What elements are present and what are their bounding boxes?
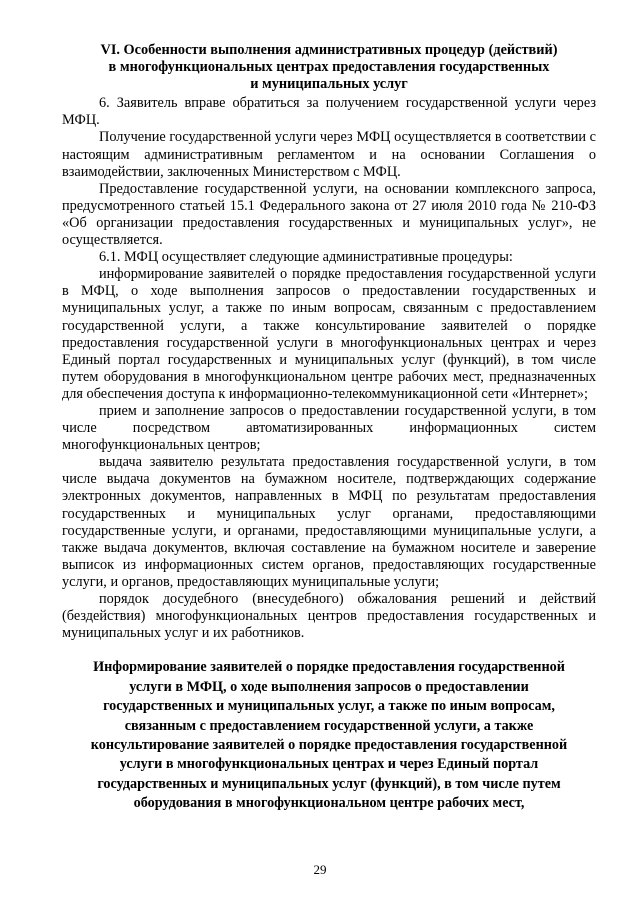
subsection-heading-line: консультирование заявителей о порядке предоставления государственной <box>90 736 568 753</box>
section-heading-line: и муниципальных услуг <box>250 76 408 93</box>
subsection-heading-line: Информирование заявителей о порядке предоставления государственной <box>93 659 565 676</box>
paragraph: Получение государственной услуги через МФЦ осуществляется в соответствии с настоящим административным регламентом и на основании Соглашения о взаимодействии, заключенных Министерством с МФЦ. <box>62 129 596 180</box>
paragraph: прием и заполнение запросов о предоставлении государственной услуги, в том числе посредством автоматизированных информационных систем многофункциональных центров; <box>62 402 596 454</box>
paragraph: 6. Заявитель вправе обратиться за получением государственной услуги через МФЦ. <box>62 95 596 129</box>
subsection-heading-line: государственных и муниципальных услуг, а также по иным вопросам, <box>103 698 555 715</box>
paragraph: выдача заявителю результата предоставления государственной услуги, в том числе выдача документов на бумажном носителе, подтверждающих содержание электронных документов, направленных в МФЦ по результатам предоставления государственных и муниципальных услуг органами, предоставляющими государственные услуги, и органами, предоставляющими муниципальные услуги, а также выдача документов, включая составление на бумажном носителе и заверение выписок из информационных систем органов, предоставляющих государственные услуги, и органов, предоставляющих муниципальные услуги; <box>62 454 596 590</box>
subsection-heading-line: услуги в МФЦ, о ходе выполнения запросов о предоставлении <box>129 678 529 695</box>
section-heading <box>62 42 596 93</box>
paragraph: 6.1. МФЦ осуществляет следующие административные процедуры: <box>99 249 513 266</box>
paragraph: порядок досудебного (внесудебного) обжалования решений и действий (бездействия) многофункциональных центров предоставления государственных и муниципальных услуг и их работников. <box>62 591 596 642</box>
body-text <box>62 95 596 642</box>
page-number: 29 <box>313 862 327 877</box>
subsection-heading-line: связанным с предоставлением государственной услуги, а также <box>124 717 534 734</box>
subsection-heading-line: государственных и муниципальных услуг (функций), в том числе путем <box>97 775 561 792</box>
subsection-heading-line: оборудования в многофункциональном центре рабочих мест, <box>133 795 525 812</box>
subsection-heading-line: услуги в многофункциональных центрах и через Единый портал <box>119 756 539 773</box>
section-heading-line: в многофункциональных центрах предоставления государственных <box>108 59 550 76</box>
paragraph: информирование заявителей о порядке предоставления государственной услуги в МФЦ, о ходе выполнения запросов о предоставлении государственных и муниципальных услуг, а также по иным вопросам, связанным с предоставлением государственной услуги, а также консультирование заявителей о порядке предоставления государственной услуги в многофункциональных центрах и через Единый портал государственных и муниципальных услуг (функций), в том числе путем оборудования в многофункциональном центре рабочих мест, предназначенных для обеспечения доступа к информационно-телекоммуникационной сети «Интернет»; <box>62 266 596 402</box>
section-heading-line: VI. Особенности выполнения административных процедур (действий) <box>100 42 558 58</box>
paragraph: Предоставление государственной услуги, на основании комплексного запроса, предусмотренного статьей 15.1 Федерального закона от 27 июля 2010 года № 210-ФЗ «Об организации предоставления государственных и муниципальных услуг», не осуществляется. <box>62 180 596 249</box>
subsection-heading <box>62 658 596 813</box>
